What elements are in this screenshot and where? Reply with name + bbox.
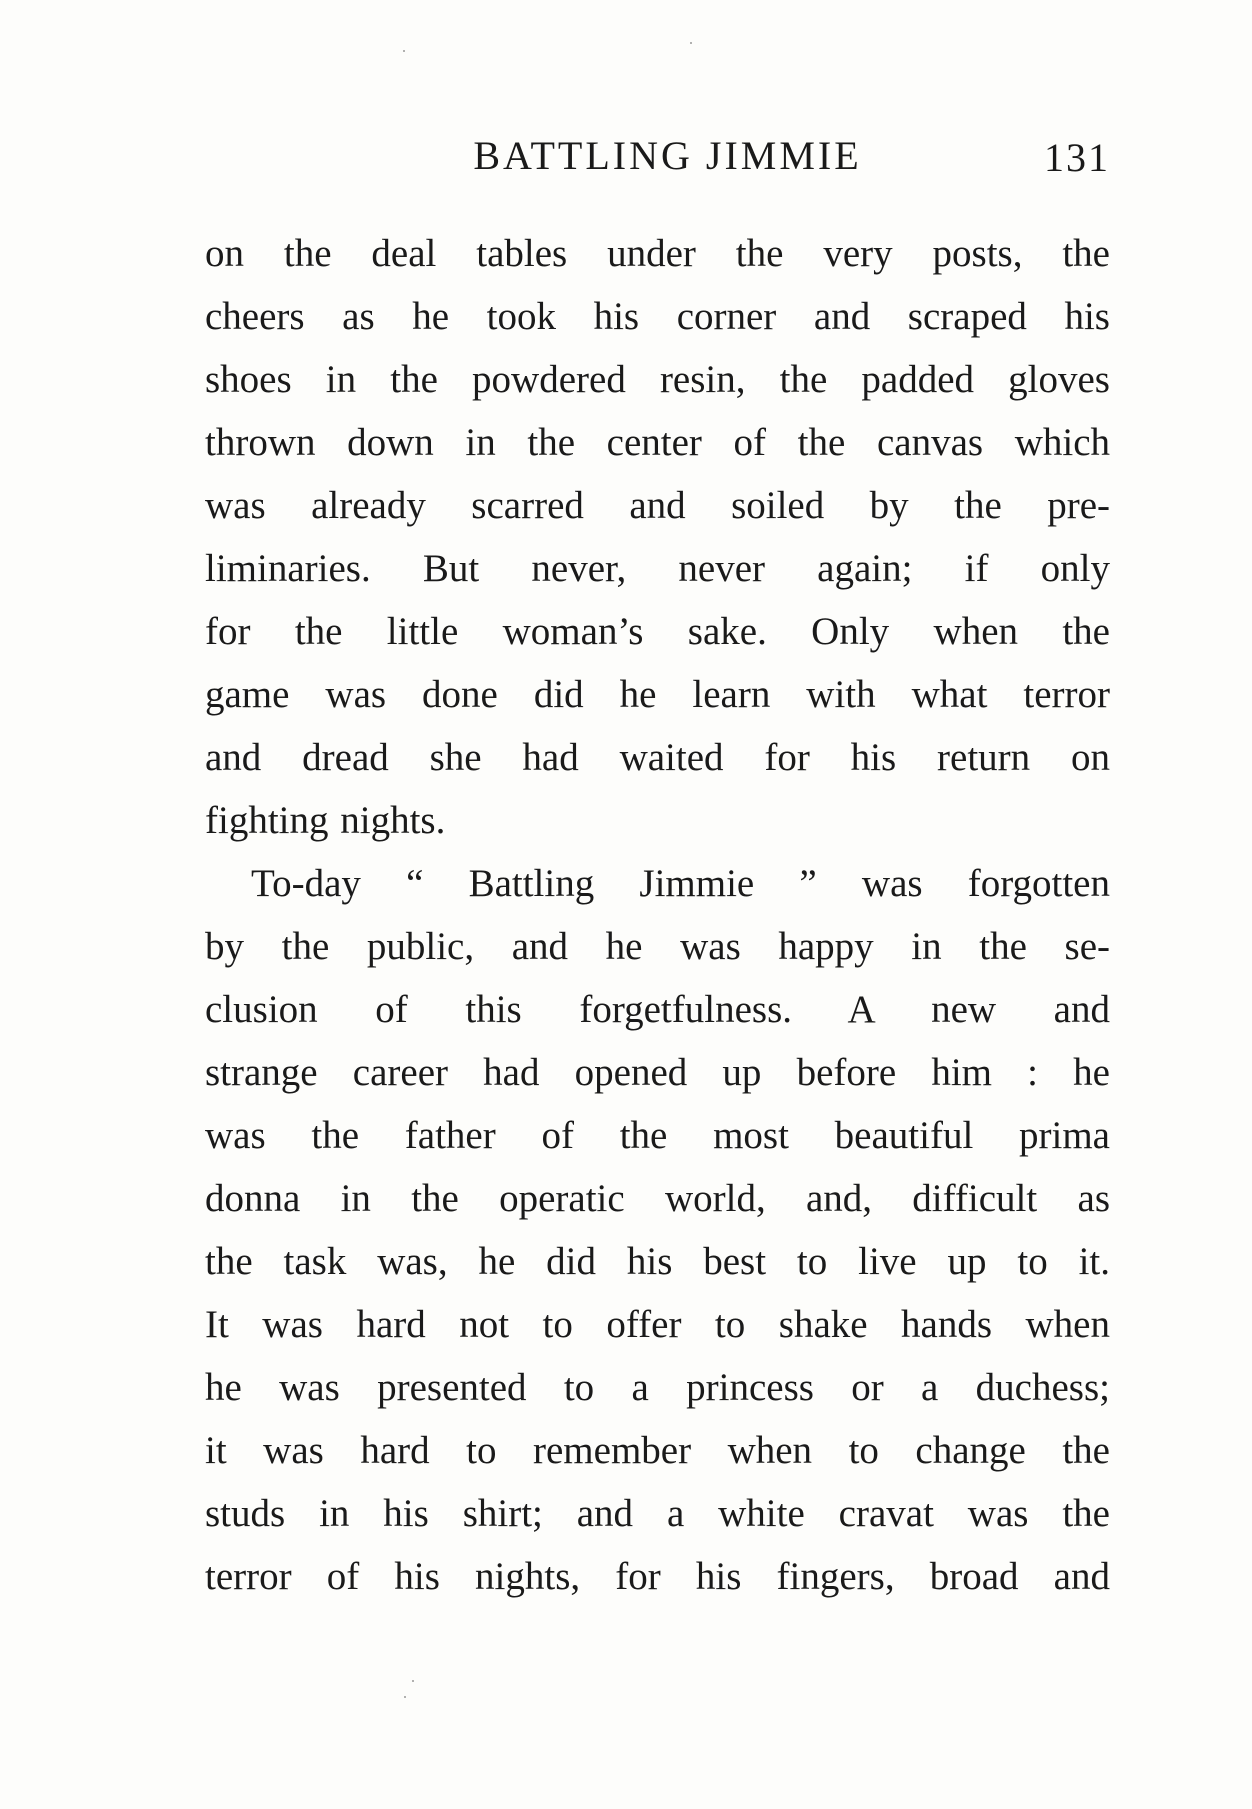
text-line: clusion of this forgetfulness. A new and <box>205 988 1110 1031</box>
text-line: it was hard to remember when to change the <box>205 1429 1110 1472</box>
running-head <box>205 132 1110 192</box>
paragraph-2 <box>205 852 1110 1608</box>
text-line: liminaries. But never, never again; if only <box>205 547 1110 590</box>
paragraph-1 <box>205 222 1110 852</box>
text-line: thrown down in the center of the canvas which <box>205 421 1110 464</box>
text-line: for the little woman’s sake. Only when the <box>205 610 1110 653</box>
paper-speck <box>412 1680 414 1682</box>
text-line: by the public, and he was happy in the se- <box>205 925 1110 968</box>
page-number: 131 <box>1044 135 1110 180</box>
text-line: terror of his nights, for his fingers, broad and <box>205 1555 1110 1598</box>
text-line: game was done did he learn with what terror <box>205 673 1110 716</box>
body-text <box>205 222 1110 1608</box>
text-line: on the deal tables under the very posts, the <box>205 232 1110 275</box>
paper-speck <box>404 1696 406 1698</box>
text-line: studs in his shirt; and a white cravat was the <box>205 1492 1110 1535</box>
text-line: To-day “ Battling Jimmie ” was forgotten <box>251 862 1110 905</box>
text-line: shoes in the powdered resin, the padded gloves <box>205 358 1110 401</box>
text-line: he was presented to a princess or a duchess; <box>205 1366 1110 1409</box>
text-line: was already scarred and soiled by the pre- <box>205 484 1110 527</box>
text-line: strange career had opened up before him : he <box>205 1051 1110 1094</box>
text-line: and dread she had waited for his return on <box>205 736 1110 779</box>
running-title: BATTLING JIMMIE <box>473 133 862 178</box>
paper-speck <box>690 42 692 44</box>
text-line: It was hard not to offer to shake hands when <box>205 1303 1110 1346</box>
paper-speck <box>403 50 405 52</box>
text-line: cheers as he took his corner and scraped his <box>205 295 1110 338</box>
text-line: fighting nights. <box>205 799 446 842</box>
text-line: was the father of the most beautiful prima <box>205 1114 1110 1157</box>
text-line: the task was, he did his best to live up to it. <box>205 1240 1110 1283</box>
text-line: donna in the operatic world, and, difficult as <box>205 1177 1110 1220</box>
